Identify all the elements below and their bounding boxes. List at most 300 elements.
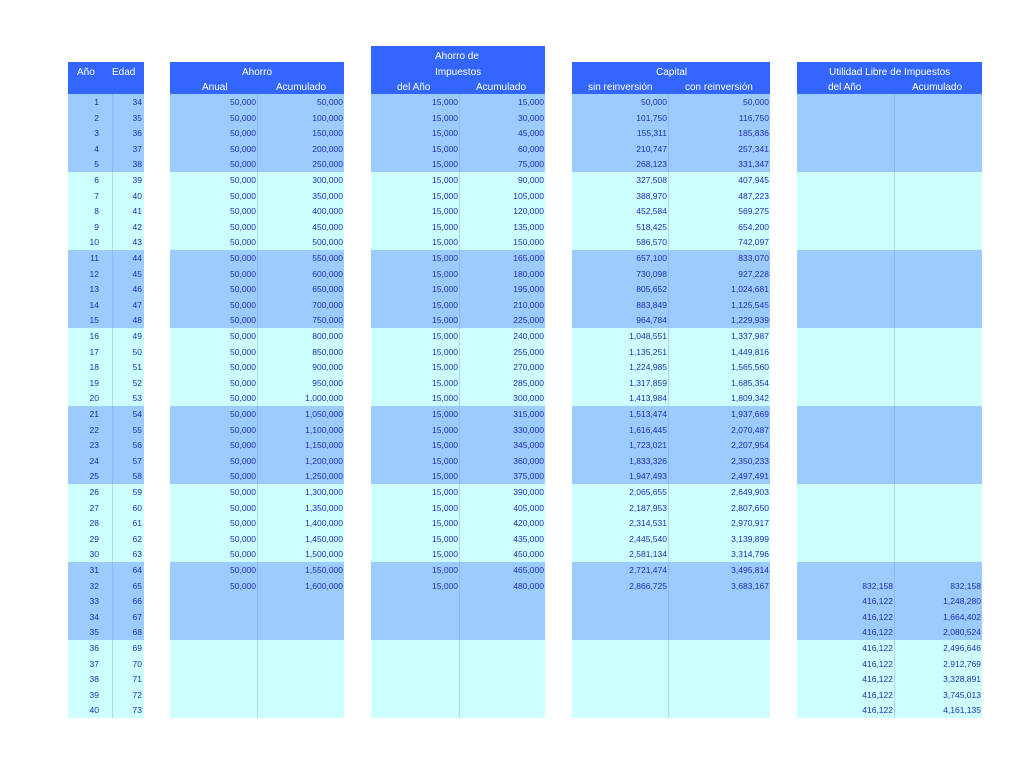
ahorro-acumulado-cell: 50,000	[317, 97, 343, 107]
table-row	[797, 359, 982, 375]
anio-cell: 16	[89, 331, 99, 341]
capital-con-cell: 3,139,899	[731, 533, 769, 544]
header-ahorro-title: Ahorro	[242, 67, 273, 78]
edad-cell: 48	[132, 315, 142, 326]
table-row	[371, 328, 545, 344]
ahorro-acumulado-cell: 1,100,000	[305, 424, 343, 435]
capital-sin-cell: 2,445,540	[629, 533, 667, 544]
table-row	[797, 453, 982, 469]
ahorro-acumulado-cell: 500,000	[312, 237, 343, 248]
utilidad-del-anio-cell: 832,158	[862, 580, 893, 591]
column-divider	[257, 94, 258, 718]
table-row	[797, 110, 982, 126]
capital-con-cell: 742,097	[738, 237, 769, 248]
anio-cell: 13	[89, 284, 99, 295]
anio-cell: 35	[89, 627, 99, 638]
anio-cell: 2	[94, 112, 99, 123]
anio-cell: 26	[89, 487, 99, 497]
capital-con-cell: 331,347	[738, 159, 769, 170]
ahorro-acumulado-cell: 900,000	[312, 362, 343, 373]
table-row	[371, 671, 545, 687]
edad-cell: 60	[132, 502, 142, 513]
capital-sin-cell: 964,784	[636, 315, 667, 326]
table-row	[68, 344, 144, 360]
table-row	[797, 344, 982, 360]
utilidad-acumulado-cell: 2,912,769	[943, 658, 981, 669]
ahorro-acumulado-cell: 300,000	[312, 175, 343, 185]
ahorro-anual-cell: 50,000	[230, 487, 256, 497]
anio-cell: 27	[89, 502, 99, 513]
table-row	[371, 500, 545, 516]
table-row	[371, 531, 545, 547]
table-row	[572, 671, 770, 687]
impuestos-del-anio-cell: 15,000	[432, 362, 458, 373]
impuestos-acumulado-cell: 315,000	[513, 409, 544, 419]
header-ahorro-acumulado: Acumulado	[276, 82, 327, 93]
anio-cell: 25	[89, 471, 99, 482]
ahorro-acumulado-cell: 450,000	[312, 221, 343, 232]
table-row	[572, 468, 770, 484]
impuestos-del-anio-cell: 15,000	[432, 237, 458, 248]
header-utilidad-title: Utilidad Libre de Impuestos	[829, 67, 951, 78]
table-row	[68, 578, 144, 594]
table-row	[371, 593, 545, 609]
impuestos-acumulado-cell: 285,000	[513, 377, 544, 388]
capital-sin-cell: 1,135,251	[629, 346, 667, 357]
table-row	[371, 234, 545, 250]
header-capital-sin: sin reinversión	[588, 82, 653, 93]
edad-cell: 67	[132, 611, 142, 622]
capital-sin-cell: 1,413,984	[629, 393, 667, 404]
ahorro-acumulado-cell: 750,000	[312, 315, 343, 326]
table-row	[797, 640, 982, 656]
table-row	[572, 515, 770, 531]
table-row	[572, 437, 770, 453]
table-row	[68, 156, 144, 172]
ahorro-anual-cell: 50,000	[230, 518, 256, 529]
impuestos-acumulado-cell: 60,000	[518, 143, 544, 154]
capital-con-cell: 50,000	[743, 97, 769, 107]
utilidad-acumulado-cell: 832,158	[950, 580, 981, 591]
capital-column-block	[572, 94, 770, 718]
capital-con-cell: 1,565,560	[731, 362, 769, 373]
table-row	[572, 110, 770, 126]
table-row	[572, 328, 770, 344]
table-row	[797, 188, 982, 204]
anio-cell: 8	[94, 206, 99, 217]
ahorro-acumulado-cell: 100,000	[312, 112, 343, 123]
anio-cell: 38	[89, 674, 99, 685]
impuestos-del-anio-cell: 15,000	[432, 502, 458, 513]
utilidad-acumulado-cell: 1,248,280	[943, 596, 981, 607]
table-row	[572, 546, 770, 562]
table-row	[572, 453, 770, 469]
impuestos-acumulado-cell: 390,000	[513, 487, 544, 497]
table-row	[371, 562, 545, 578]
table-row	[572, 94, 770, 110]
capital-sin-cell: 1,224,985	[629, 362, 667, 373]
edad-cell: 49	[132, 331, 142, 341]
anio-cell: 37	[89, 658, 99, 669]
table-row	[371, 312, 545, 328]
utilidad-column-block	[797, 94, 982, 718]
ahorro-anual-cell: 50,000	[230, 237, 256, 248]
impuestos-del-anio-cell: 15,000	[432, 565, 458, 575]
utilidad-acumulado-cell: 2,496,646	[943, 643, 981, 653]
impuestos-acumulado-cell: 345,000	[513, 440, 544, 451]
table-row	[371, 406, 545, 422]
table-row	[572, 500, 770, 516]
ahorro-acumulado-cell: 1,550,000	[305, 565, 343, 575]
ahorro-anual-cell: 50,000	[230, 502, 256, 513]
impuestos-acumulado-cell: 105,000	[513, 190, 544, 201]
table-row	[797, 593, 982, 609]
table-row	[371, 484, 545, 500]
table-row	[572, 125, 770, 141]
table-row	[797, 624, 982, 640]
impuestos-del-anio-cell: 15,000	[432, 190, 458, 201]
capital-con-cell: 407,945	[738, 175, 769, 185]
edad-cell: 52	[132, 377, 142, 388]
table-row	[797, 312, 982, 328]
table-row	[371, 250, 545, 266]
utilidad-del-anio-cell: 416,122	[862, 705, 893, 716]
capital-sin-cell: 805,652	[636, 284, 667, 295]
table-row	[572, 219, 770, 235]
table-row	[68, 422, 144, 438]
table-row	[371, 640, 545, 656]
capital-con-cell: 3,314,796	[731, 549, 769, 560]
capital-con-cell: 2,070,487	[731, 424, 769, 435]
impuestos-acumulado-cell: 45,000	[518, 128, 544, 139]
edad-cell: 44	[132, 253, 142, 263]
anio-cell: 29	[89, 533, 99, 544]
ahorro-anual-cell: 50,000	[230, 346, 256, 357]
table-row	[572, 234, 770, 250]
capital-con-cell: 185,836	[738, 128, 769, 139]
table-row	[68, 172, 144, 188]
table-row	[68, 702, 144, 718]
table-row	[572, 312, 770, 328]
impuestos-acumulado-cell: 450,000	[513, 549, 544, 560]
impuestos-del-anio-cell: 15,000	[432, 346, 458, 357]
utilidad-del-anio-cell: 416,122	[862, 643, 893, 653]
impuestos-acumulado-cell: 120,000	[513, 206, 544, 217]
ahorro-anual-cell: 50,000	[230, 393, 256, 404]
anio-cell: 10	[89, 237, 99, 248]
table-row	[68, 203, 144, 219]
table-row	[68, 125, 144, 141]
impuestos-del-anio-cell: 15,000	[432, 97, 458, 107]
header-impuestos-line1: Ahorro de	[435, 51, 479, 62]
table-row	[797, 266, 982, 282]
edad-cell: 71	[132, 674, 142, 685]
table-row	[572, 188, 770, 204]
table-row	[572, 484, 770, 500]
table-row	[797, 406, 982, 422]
header-utilidad-acumulado: Acumulado	[912, 82, 963, 93]
ahorro-acumulado-cell: 650,000	[312, 284, 343, 295]
anio-cell: 39	[89, 689, 99, 700]
ahorro-acumulado-cell: 1,350,000	[305, 502, 343, 513]
edad-cell: 55	[132, 424, 142, 435]
table-row	[371, 546, 545, 562]
table-row	[68, 437, 144, 453]
ahorro-anual-cell: 50,000	[230, 315, 256, 326]
capital-sin-cell: 1,513,474	[629, 409, 667, 419]
table-row	[797, 687, 982, 703]
table-row	[797, 281, 982, 297]
capital-con-cell: 2,207,954	[731, 440, 769, 451]
impuestos-del-anio-cell: 15,000	[432, 440, 458, 451]
ahorro-anual-cell: 50,000	[230, 284, 256, 295]
impuestos-del-anio-cell: 15,000	[432, 518, 458, 529]
ahorro-anual-cell: 50,000	[230, 471, 256, 482]
anio-cell: 12	[89, 268, 99, 279]
capital-sin-cell: 50,000	[641, 97, 667, 107]
ahorro-anual-cell: 50,000	[230, 440, 256, 451]
capital-sin-cell: 2,721,474	[629, 565, 667, 575]
header-edad: Edad	[112, 67, 136, 78]
table-row	[68, 562, 144, 578]
table-row	[797, 94, 982, 110]
impuestos-acumulado-cell: 75,000	[518, 159, 544, 170]
header-impuestos-acumulado: Acumulado	[476, 82, 527, 93]
table-row	[68, 687, 144, 703]
ahorro-acumulado-cell: 1,050,000	[305, 409, 343, 419]
header-utilidad-del-anio: del Año	[828, 82, 862, 93]
table-row	[797, 671, 982, 687]
table-row	[68, 219, 144, 235]
table-row	[68, 406, 144, 422]
ahorro-anual-cell: 50,000	[230, 580, 256, 591]
capital-con-cell: 2,497,491	[731, 471, 769, 482]
table-row	[68, 484, 144, 500]
edad-cell: 38	[132, 159, 142, 170]
table-row	[68, 640, 144, 656]
header-ahorro	[170, 62, 344, 94]
impuestos-acumulado-cell: 360,000	[513, 455, 544, 466]
anio-edad-column-block	[68, 94, 144, 718]
edad-cell: 46	[132, 284, 142, 295]
table-row	[68, 234, 144, 250]
header-capital-title: Capital	[656, 67, 688, 78]
anio-cell: 15	[89, 315, 99, 326]
anio-cell: 40	[89, 705, 99, 716]
anio-cell: 4	[94, 143, 99, 154]
table-row	[797, 531, 982, 547]
capital-sin-cell: 210,747	[636, 143, 667, 154]
table-row	[572, 406, 770, 422]
table-row	[572, 266, 770, 282]
impuestos-column-block	[371, 94, 545, 718]
edad-cell: 39	[132, 175, 142, 185]
ahorro-acumulado-cell: 250,000	[312, 159, 343, 170]
edad-cell: 61	[132, 518, 142, 529]
header-ahorro-anual: Anual	[202, 82, 228, 93]
capital-con-cell: 3,683,167	[731, 580, 769, 591]
table-row	[572, 640, 770, 656]
impuestos-acumulado-cell: 420,000	[513, 518, 544, 529]
header-anio: Año	[77, 67, 95, 78]
edad-cell: 58	[132, 471, 142, 482]
ahorro-anual-cell: 50,000	[230, 253, 256, 263]
table-row	[68, 671, 144, 687]
ahorro-acumulado-cell: 1,000,000	[305, 393, 343, 404]
table-row	[68, 359, 144, 375]
capital-sin-cell: 1,317,859	[629, 377, 667, 388]
table-row	[797, 375, 982, 391]
impuestos-del-anio-cell: 15,000	[432, 143, 458, 154]
ahorro-acumulado-cell: 1,200,000	[305, 455, 343, 466]
table-row	[572, 390, 770, 406]
table-row	[371, 453, 545, 469]
table-row	[371, 375, 545, 391]
edad-cell: 36	[132, 128, 142, 139]
anio-cell: 14	[89, 299, 99, 310]
table-row	[797, 702, 982, 718]
ahorro-anual-cell: 50,000	[230, 409, 256, 419]
ahorro-anual-cell: 50,000	[230, 549, 256, 560]
table-row	[68, 656, 144, 672]
capital-sin-cell: 730,098	[636, 268, 667, 279]
impuestos-del-anio-cell: 15,000	[432, 175, 458, 185]
ahorro-anual-cell: 50,000	[230, 159, 256, 170]
table-row	[572, 172, 770, 188]
table-row	[371, 702, 545, 718]
capital-con-cell: 1,809,342	[731, 393, 769, 404]
table-row	[68, 375, 144, 391]
table-row	[572, 297, 770, 313]
table-row	[572, 156, 770, 172]
capital-sin-cell: 268,123	[636, 159, 667, 170]
capital-sin-cell: 1,723,021	[629, 440, 667, 451]
table-row	[797, 203, 982, 219]
capital-sin-cell: 2,866,725	[629, 580, 667, 591]
capital-con-cell: 2,970,917	[731, 518, 769, 529]
capital-con-cell: 927,228	[738, 268, 769, 279]
edad-cell: 42	[132, 221, 142, 232]
ahorro-acumulado-cell: 700,000	[312, 299, 343, 310]
impuestos-acumulado-cell: 270,000	[513, 362, 544, 373]
anio-cell: 1	[94, 97, 99, 107]
edad-cell: 35	[132, 112, 142, 123]
table-row	[797, 484, 982, 500]
utilidad-acumulado-cell: 2,080,524	[943, 627, 981, 638]
utilidad-del-anio-cell: 416,122	[862, 674, 893, 685]
capital-sin-cell: 1,048,551	[629, 331, 667, 341]
impuestos-del-anio-cell: 15,000	[432, 284, 458, 295]
table-row	[68, 468, 144, 484]
edad-cell: 43	[132, 237, 142, 248]
capital-con-cell: 2,350,233	[731, 455, 769, 466]
anio-cell: 21	[89, 409, 99, 419]
impuestos-acumulado-cell: 30,000	[518, 112, 544, 123]
anio-cell: 11	[90, 253, 99, 263]
table-row	[572, 609, 770, 625]
capital-con-cell: 1,337,987	[731, 331, 769, 341]
impuestos-del-anio-cell: 15,000	[432, 159, 458, 170]
utilidad-acumulado-cell: 3,328,891	[943, 674, 981, 685]
edad-cell: 73	[132, 705, 142, 716]
table-row	[797, 437, 982, 453]
table-row	[371, 203, 545, 219]
capital-con-cell: 3,495,814	[731, 565, 769, 575]
ahorro-anual-cell: 50,000	[230, 424, 256, 435]
ahorro-acumulado-cell: 1,600,000	[305, 580, 343, 591]
ahorro-acumulado-cell: 200,000	[312, 143, 343, 154]
table-row	[572, 578, 770, 594]
capital-sin-cell: 388,970	[636, 190, 667, 201]
header-utilidad	[797, 62, 982, 94]
column-divider	[668, 94, 669, 718]
capital-con-cell: 1,937,669	[731, 409, 769, 419]
ahorro-acumulado-cell: 1,250,000	[305, 471, 343, 482]
capital-con-cell: 833,070	[738, 253, 769, 263]
table-row	[572, 141, 770, 157]
capital-con-cell: 257,341	[738, 143, 769, 154]
ahorro-anual-cell: 50,000	[230, 377, 256, 388]
ahorro-anual-cell: 50,000	[230, 175, 256, 185]
utilidad-del-anio-cell: 416,122	[862, 627, 893, 638]
capital-sin-cell: 1,947,493	[629, 471, 667, 482]
table-row	[371, 297, 545, 313]
table-row	[68, 593, 144, 609]
table-row	[797, 500, 982, 516]
edad-cell: 41	[132, 206, 142, 217]
ahorro-acumulado-cell: 800,000	[312, 331, 343, 341]
ahorro-anual-cell: 50,000	[230, 221, 256, 232]
impuestos-acumulado-cell: 180,000	[513, 268, 544, 279]
impuestos-del-anio-cell: 15,000	[432, 471, 458, 482]
table-row	[371, 172, 545, 188]
table-row	[572, 562, 770, 578]
header-capital-con: con reinversión	[685, 82, 753, 93]
table-row	[371, 156, 545, 172]
table-row	[68, 390, 144, 406]
impuestos-acumulado-cell: 165,000	[513, 253, 544, 263]
table-row	[68, 515, 144, 531]
edad-cell: 59	[132, 487, 142, 497]
capital-con-cell: 1,229,939	[731, 315, 769, 326]
table-row	[797, 422, 982, 438]
capital-con-cell: 569,275	[738, 206, 769, 217]
ahorro-acumulado-cell: 950,000	[312, 377, 343, 388]
capital-sin-cell: 452,584	[636, 206, 667, 217]
table-row	[68, 328, 144, 344]
capital-con-cell: 654,200	[738, 221, 769, 232]
edad-cell: 40	[132, 190, 142, 201]
capital-sin-cell: 155,311	[636, 128, 667, 139]
impuestos-acumulado-cell: 225,000	[513, 315, 544, 326]
capital-sin-cell: 1,616,445	[629, 424, 667, 435]
table-row	[572, 375, 770, 391]
anio-cell: 5	[94, 159, 99, 170]
capital-con-cell: 1,024,681	[731, 284, 769, 295]
impuestos-del-anio-cell: 15,000	[432, 409, 458, 419]
impuestos-del-anio-cell: 15,000	[432, 455, 458, 466]
impuestos-acumulado-cell: 375,000	[513, 471, 544, 482]
ahorro-anual-cell: 50,000	[230, 112, 256, 123]
anio-cell: 9	[94, 221, 99, 232]
table-row	[371, 578, 545, 594]
table-row	[68, 266, 144, 282]
table-row	[371, 219, 545, 235]
anio-cell: 17	[89, 346, 99, 357]
impuestos-del-anio-cell: 15,000	[432, 549, 458, 560]
table-row	[68, 624, 144, 640]
impuestos-del-anio-cell: 15,000	[432, 533, 458, 544]
